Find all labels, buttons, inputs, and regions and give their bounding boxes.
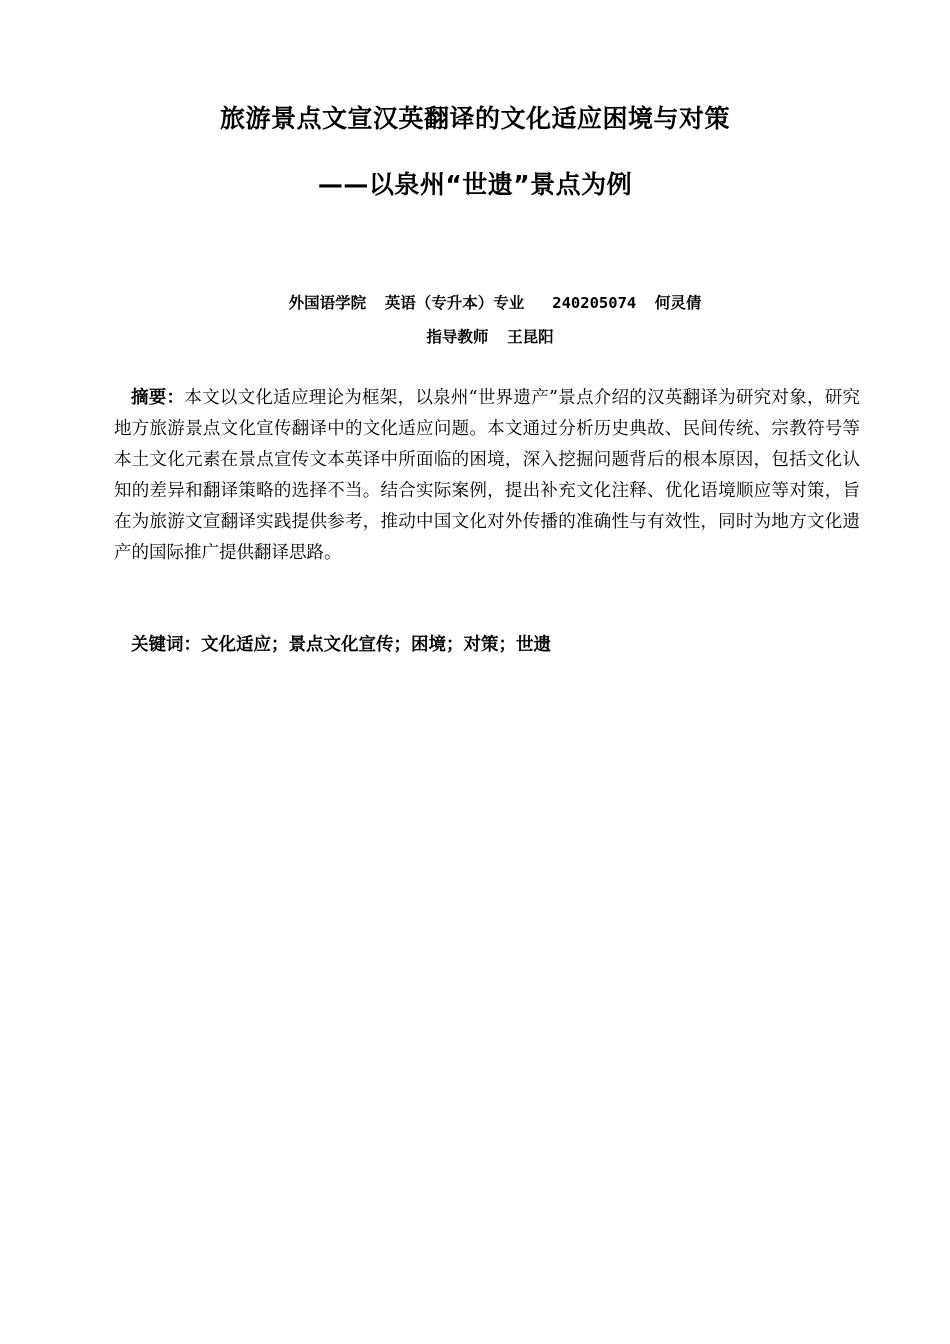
abstract-label: 摘要：: [131, 388, 185, 408]
document-title: 旅游景点文宣汉英翻译的文化适应困境与对策: [219, 104, 730, 133]
abstract-paragraph: [114, 383, 860, 569]
author-info: 外国语学院 英语（专升本）专业 240205074 何灵倩: [288, 294, 702, 312]
document-subtitle: ——以泉州“世遗”景点为例: [317, 170, 633, 199]
advisor-info: 指导教师 王昆阳: [426, 328, 554, 346]
keywords-line: 关键词：文化适应；景点文化宣传；困境；对策；世遗: [131, 635, 551, 655]
abstract-text: 本文以文化适应理论为框架，以泉州“世界遗产”景点介绍的汉英翻译为研究对象，研究地方旅游景点文化宣传翻译中的文化适应问题。本文通过分析历史典故、民间传统、宗教符号等本土文化元素在景点宣传文本英译中所面临的困境，深入挖掘问题背后的根本原因，包括文化认知的差异和翻译策略的选择不当。结合实际案例，提出补充文化注释、优化语境顺应等对策，旨在为旅游文宣翻译实践提供参考，推动中国文化对外传播的准确性与有效性，同时为地方文化遗产的国际推广提供翻译思路。: [114, 388, 861, 563]
